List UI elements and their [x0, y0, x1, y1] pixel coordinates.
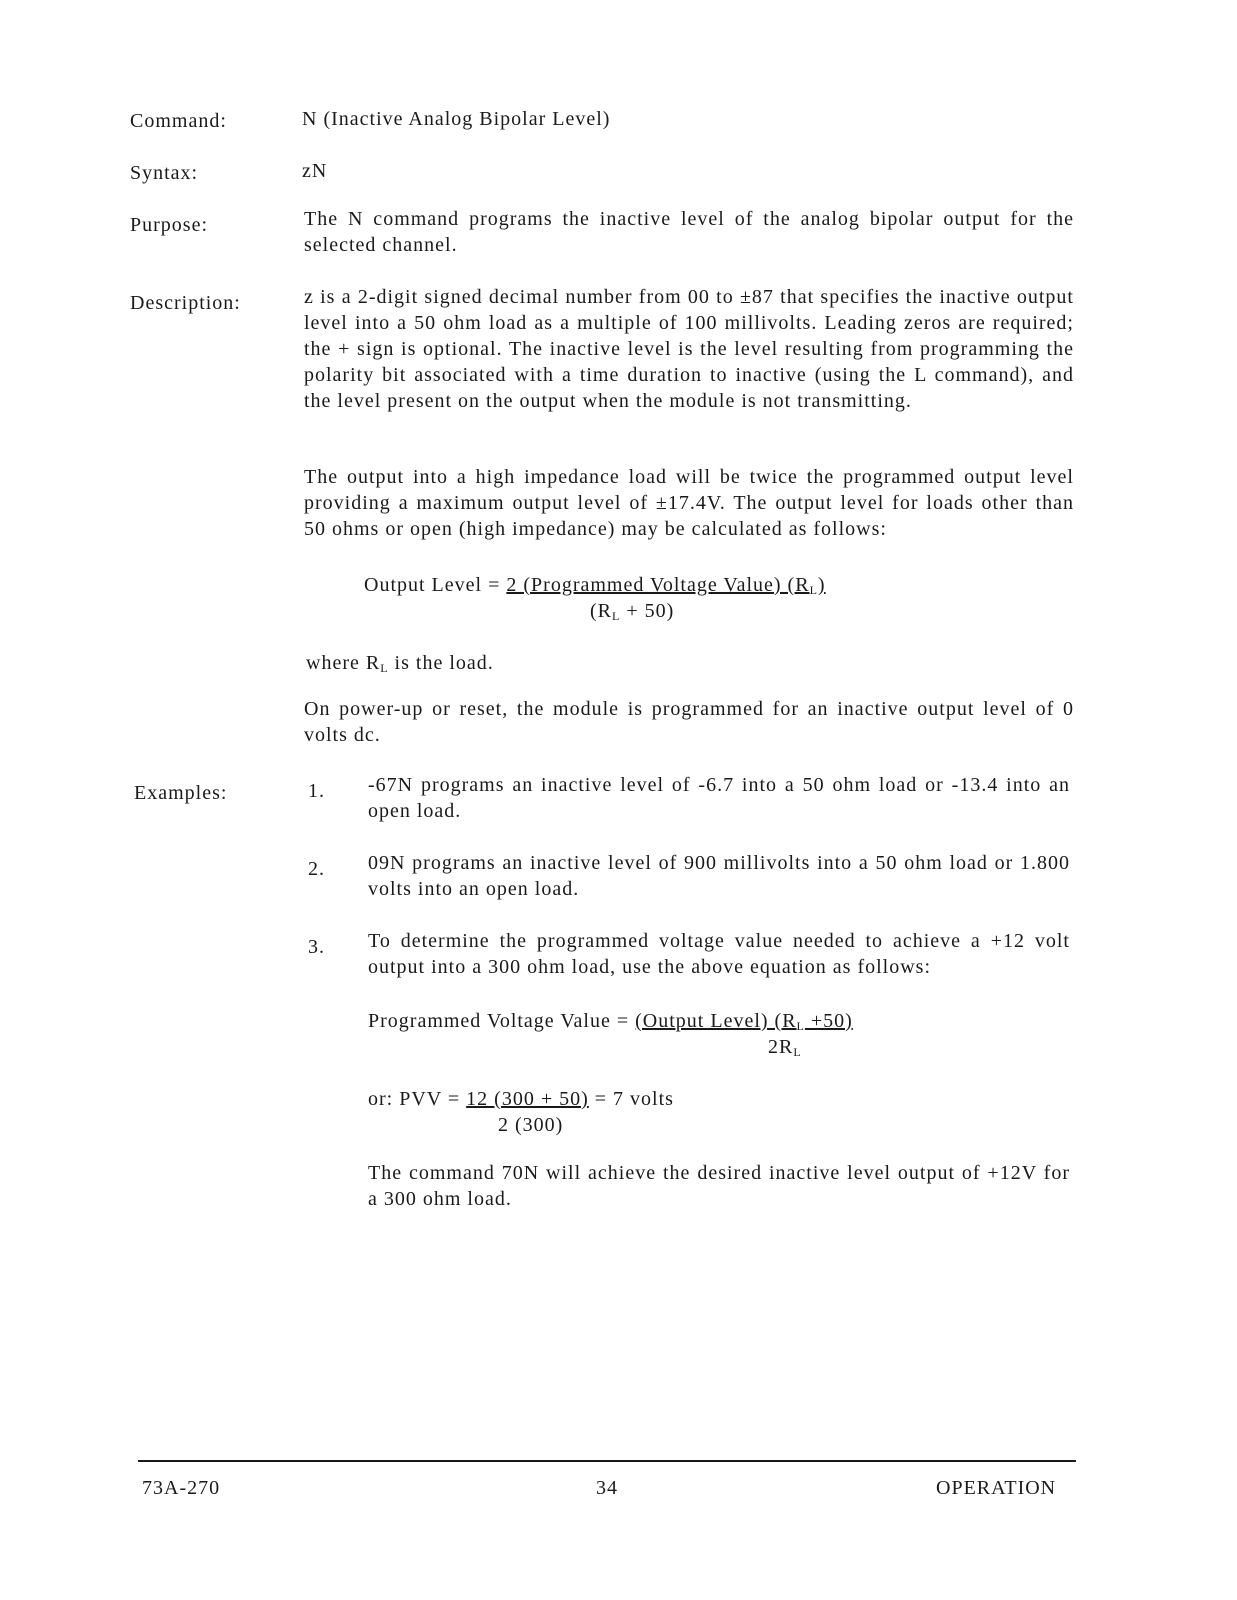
equation-pvv-result-denominator: 2 (300) — [498, 1114, 564, 1136]
example-number: 2. — [308, 858, 325, 880]
footer-section: OPERATION — [936, 1477, 1057, 1499]
equation-pvv-result: or: PVV = 12 (300 + 50) = 7 volts — [368, 1088, 674, 1110]
command-label: Command: — [130, 110, 227, 132]
syntax-value: zN — [302, 160, 328, 182]
equation-pvv-denominator: $2R_L$ — [768, 1036, 802, 1059]
description-paragraph-2: The output into a high impedance load will be twice the programmed output level providing a maximum output level of ±17.4V. The output level for loads other than 50 ohms or open (high impedance) may be calculated as follows: — [304, 466, 1074, 540]
footer-rule — [138, 1460, 1076, 1462]
description-paragraph-3: On power-up or reset, the module is programmed for an inactive output level of 0 volts dc. — [304, 698, 1074, 746]
footer-doc-number: 73A-270 — [142, 1477, 221, 1499]
equation-denominator: $(R_L + 50)$ — [590, 600, 675, 623]
description-paragraph-1: z is a 2-digit signed decimal number from 00 to ±87 that specifies the inactive output level into a 50 ohm load as a multiple of 100 millivolts. Leading zeros are required; the + sign is optional. The inactive level is the level resulting from programming the polarity bit associated with a time duration to inactive (using the L command), and the level present on the output when the module is not transmitting. — [304, 286, 1074, 412]
example-text: 09N programs an inactive level of 900 millivolts into a 50 ohm load or 1.800 volts into an open load. — [368, 852, 1070, 900]
where-text: where $R_L$ is the load. — [306, 652, 494, 675]
description-label: Description: — [130, 292, 241, 314]
footer-page-number: 34 — [596, 1477, 618, 1499]
equation-numerator: 2 (Programmed Voltage Value) $(R_L)$ — [506, 574, 826, 597]
example-text: -67N programs an inactive level of -6.7 into a 50 ohm load or -13.4 into an open load. — [368, 774, 1070, 822]
conclusion-text: The command 70N will achieve the desired inactive level output of +12V for a 300 ohm load. — [368, 1162, 1070, 1210]
examples-label: Examples: — [134, 782, 228, 804]
purpose-label: Purpose: — [130, 214, 208, 236]
equation-lhs: Output Level = — [364, 574, 507, 596]
purpose-text: The N command programs the inactive level of the analog bipolar output for the selected channel. — [304, 208, 1074, 256]
equation-pvv: Programmed Voltage Value = (Output Level) $(R_L +50)$ — [368, 1010, 853, 1033]
example-number: 3. — [308, 936, 325, 958]
example-number: 1. — [308, 780, 325, 802]
command-value: N (Inactive Analog Bipolar Level) — [302, 108, 611, 130]
syntax-label: Syntax: — [130, 162, 199, 184]
example-text: To determine the programmed voltage value needed to achieve a +12 volt output into a 300 ohm load, use the above equation as follows: — [368, 930, 1070, 978]
